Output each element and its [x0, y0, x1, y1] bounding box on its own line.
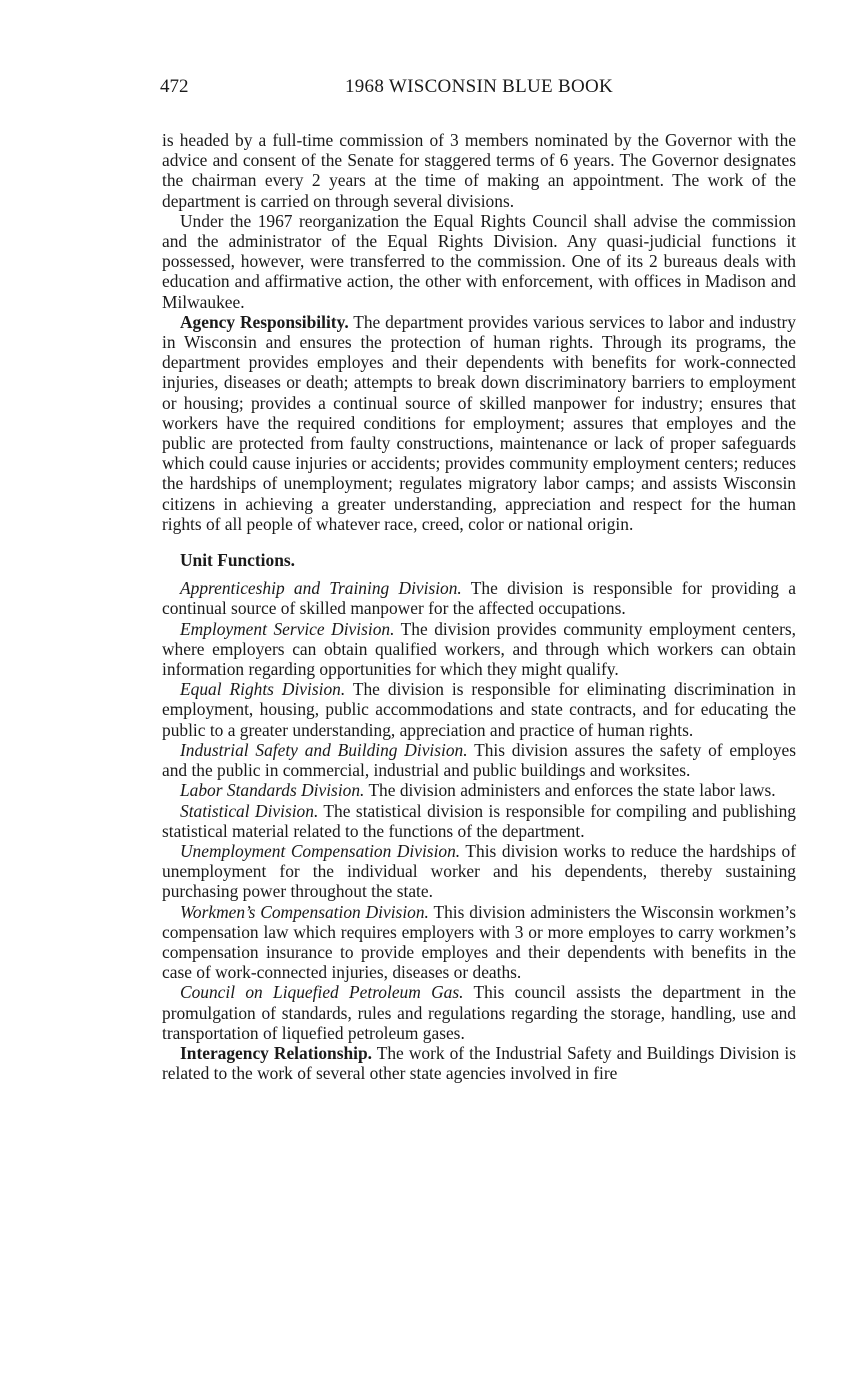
- unit-text: This division works to reduce the hardships of unemployment for the individual worker and his dependents, thereby sustaining purchasing power throughout the state.: [162, 840, 796, 902]
- unit-text: The division is responsible for providing a continual source of skilled manpower for the affected occupations.: [162, 578, 796, 619]
- unit-employment-service: [162, 619, 796, 680]
- paragraph-interagency: [162, 1043, 796, 1083]
- unit-functions-heading: Unit Functions.: [180, 550, 295, 571]
- page-header: [162, 76, 796, 100]
- unit-labor-standards: [162, 780, 796, 800]
- unit-text: The statistical division is responsible for compiling and publishing statistical material related to the functions of the department.: [162, 800, 796, 841]
- unit-text: This council assists the department in the promulgation of standards, rules and regulations regarding the storage, handling, use and transportation of liquefied petroleum gases.: [162, 982, 796, 1043]
- unit-liquefied-petroleum-gas: [162, 982, 796, 1043]
- agency-responsibility-text: The department provides various services to labor and industry in Wisconsin and ensures the protection of human rights. Through its programs, the department provides employes and their dependents with benefits for work-connected injuries, diseases or death; attempts to break down discriminatory barriers to employment or housing; provides a continual source of skilled manpower for industry; ensures that workers have the required conditions for employment; assures that employes and the public are protected from faulty constructions, maintenance or lack of proper safeguards which could cause injuries or accidents; provides community employment centers; reduces the hardships of unemployment; regulates migratory labor camps; and assists Wisconsin citizens in achieving a greater understanding, appreciation and respect for the human rights of all people of whatever race, creed, color or national origin.: [162, 311, 796, 534]
- unit-name: Workmen’s Compensation Division.: [180, 901, 429, 922]
- unit-name: Employment Service Division.: [180, 618, 395, 639]
- unit-workmens-compensation: [162, 902, 796, 983]
- unit-text: The division provides community employment centers, where employers can obtain qualified workers, and through which workers can obtain information regarding opportunities for which they might qualify.: [162, 618, 796, 680]
- unit-text: This division assures the safety of employes and the public in commercial, industrial and public buildings and worksites.: [162, 739, 797, 781]
- unit-equal-rights: [162, 679, 796, 740]
- paragraph-reorganization: Under the 1967 reorganization the Equal Rights Council shall advise the commission and the administrator of the Equal Rights Division. Any quasi-judicial functions it possessed, however, were transferred to the commission. One of its 2 bureaus deals with education and affirmative action, the other with enforcement, with offices in Madison and Milwaukee.: [162, 210, 796, 312]
- unit-name: Industrial Safety and Building Division.: [180, 739, 468, 760]
- section-spacer: [162, 534, 796, 550]
- unit-statistical: [162, 801, 796, 841]
- page-number: 472: [160, 76, 189, 97]
- unit-name: Council on Liquefied Petroleum Gas.: [180, 982, 464, 1003]
- unit-name: Unemployment Compensation Division.: [180, 840, 461, 861]
- running-title: 1968 WISCONSIN BLUE BOOK: [344, 76, 614, 97]
- agency-responsibility-heading: Agency Responsibility.: [180, 311, 349, 332]
- unit-industrial-safety: [162, 740, 796, 780]
- section-spacer: [162, 570, 796, 578]
- body-text: [162, 130, 796, 1083]
- interagency-heading: Interagency Relationship.: [180, 1042, 372, 1063]
- unit-name: Apprenticeship and Training Division.: [180, 578, 462, 599]
- unit-text: This division administers the Wisconsin workmen’s compensation law which requires employers with 3 or more employes to carry workmen’s compensation insurance to provide employes and their dependents with benefits in the case of work-connected injuries, diseases or deaths.: [162, 901, 796, 983]
- unit-name: Labor Standards Division.: [180, 780, 365, 801]
- unit-name: Equal Rights Division.: [180, 679, 346, 700]
- paragraph-agency-responsibility: [162, 312, 796, 534]
- interagency-text: The work of the Industrial Safety and Buildings Division is related to the work of several other state agencies involved in fire: [162, 1042, 796, 1084]
- paragraph-commission: is headed by a full-time commission of 3 members nominated by the Governor with the advice and consent of the Senate for staggered terms of 6 years. The Governor designates the chairman every 2 years at the time of making an appointment. The work of the department is carried on through several divisions.: [162, 130, 796, 211]
- unit-name: Statistical Division.: [180, 800, 319, 821]
- unit-text: The division administers and enforces the state labor laws.: [364, 780, 776, 801]
- unit-unemployment-compensation: [162, 841, 796, 902]
- unit-apprenticeship: [162, 578, 796, 618]
- unit-text: The division is responsible for eliminating discrimination in employment, housing, public accommodations and state contracts, and for educating the public to a greater understanding, appreciation and practice of human rights.: [162, 679, 796, 740]
